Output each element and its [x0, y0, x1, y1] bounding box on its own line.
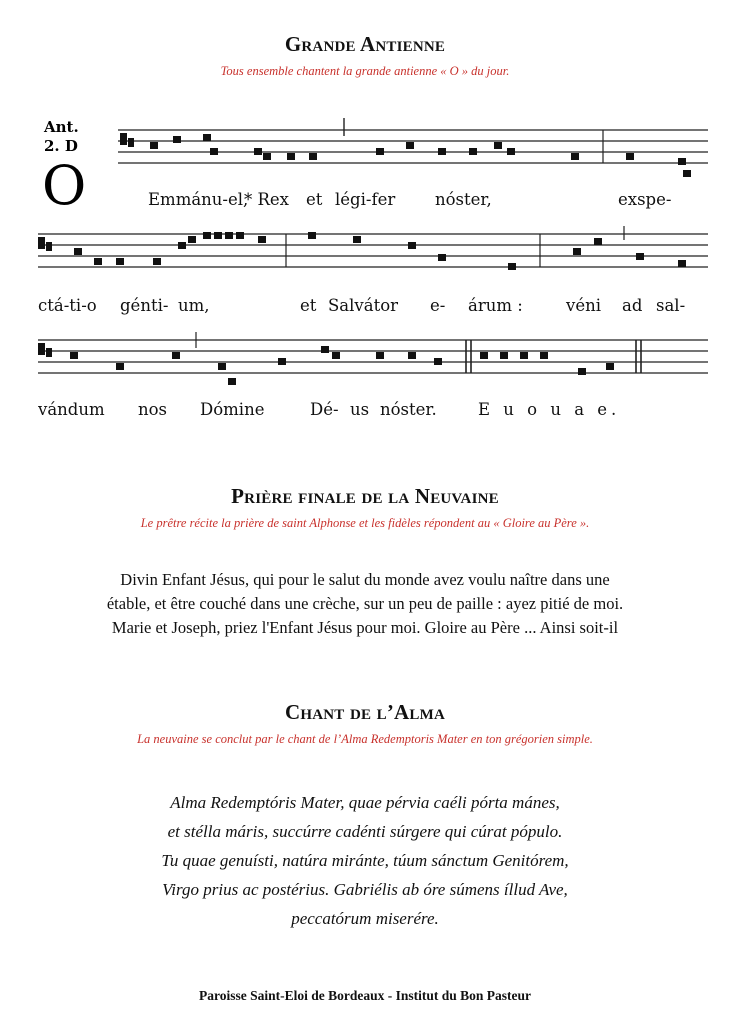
- mode-label-number: 2. D: [44, 137, 78, 155]
- syllable: Dómine: [200, 400, 265, 419]
- syllable: e-: [430, 296, 446, 315]
- syllable: et: [306, 190, 323, 209]
- syllable: árum :: [468, 296, 523, 315]
- alma-line: peccatórum miserére.: [291, 909, 439, 928]
- euouae: E u o u a e.: [478, 400, 621, 419]
- lyrics-line-3: [38, 400, 620, 419]
- lyrics-line-2: [38, 296, 685, 315]
- syllable: nóster.: [380, 400, 437, 419]
- neumes: [70, 134, 691, 385]
- syllable: Salvátor: [328, 296, 399, 315]
- alma-rubric: La neuvaine se conclut par le chant de l’Alma Redemptoris Mater en ton grégorien simple.: [137, 732, 593, 746]
- syllable: légi-fer: [335, 190, 396, 209]
- alma-line: Virgo prius ac postérius. Gabriélis ab óre súmens íllud Ave,: [162, 880, 568, 899]
- initial-letter: O: [42, 154, 87, 217]
- syllable: Dé-: [310, 400, 339, 419]
- syllable: vándum: [38, 400, 105, 419]
- syllable: um,: [178, 296, 210, 315]
- mode-label-ant: Ant.: [44, 118, 79, 136]
- staff-2: [38, 234, 708, 267]
- footer: Paroisse Saint-Eloi de Bordeaux - Institut du Bon Pasteur: [198, 988, 532, 1003]
- syllable: sal-: [656, 296, 686, 315]
- syllable: us: [350, 400, 370, 419]
- alma-line: et stélla máris, succúrre cadénti súrgere qui cúrat pópulo.: [167, 822, 563, 841]
- alma-text: [30, 788, 700, 933]
- syllable: ctá-ti-o: [38, 296, 97, 315]
- alma-line: Tu quae genuísti, natúra miránte, túum sánctum Genitórem,: [161, 851, 569, 870]
- syllable: et: [300, 296, 317, 315]
- syllable: véni: [566, 296, 601, 315]
- prayer-line: Divin Enfant Jésus, qui pour le salut du monde avez voulu naître dans une: [120, 570, 610, 589]
- syllable: * Rex: [244, 190, 289, 209]
- neuvaine-title: Prière finale de la Neuvaine: [231, 484, 499, 508]
- syllable: Emmánu-el,: [148, 190, 249, 209]
- antienne-rubric: Tous ensemble chantent la grande antienne « O » du jour.: [220, 64, 510, 78]
- syllable: nóster,: [435, 190, 492, 209]
- prayer-line: étable, et être couché dans une crèche, sur un peu de paille : ayez pitié de moi.: [106, 594, 624, 613]
- syllable: nos: [138, 400, 168, 419]
- syllable: exspe-: [618, 190, 672, 209]
- alma-title: Chant de l’Alma: [285, 700, 445, 724]
- syllable: ad: [622, 296, 643, 315]
- syllable: génti-: [120, 296, 169, 315]
- prayer-line: Marie et Joseph, priez l'Enfant Jésus pour moi. Gloire au Père ... Ainsi soit-il: [111, 618, 619, 637]
- lyrics-line-1: [148, 190, 671, 209]
- antienne-title: Grande Antienne: [284, 32, 446, 56]
- chant-score: [38, 108, 708, 426]
- neuvaine-prayer: [30, 568, 700, 640]
- alma-line: Alma Redemptóris Mater, quae pérvia caéli pórta mánes,: [170, 793, 560, 812]
- neuvaine-rubric: Le prêtre récite la prière de saint Alphonse et les fidèles répondent au « Gloire au Père ».: [140, 516, 590, 530]
